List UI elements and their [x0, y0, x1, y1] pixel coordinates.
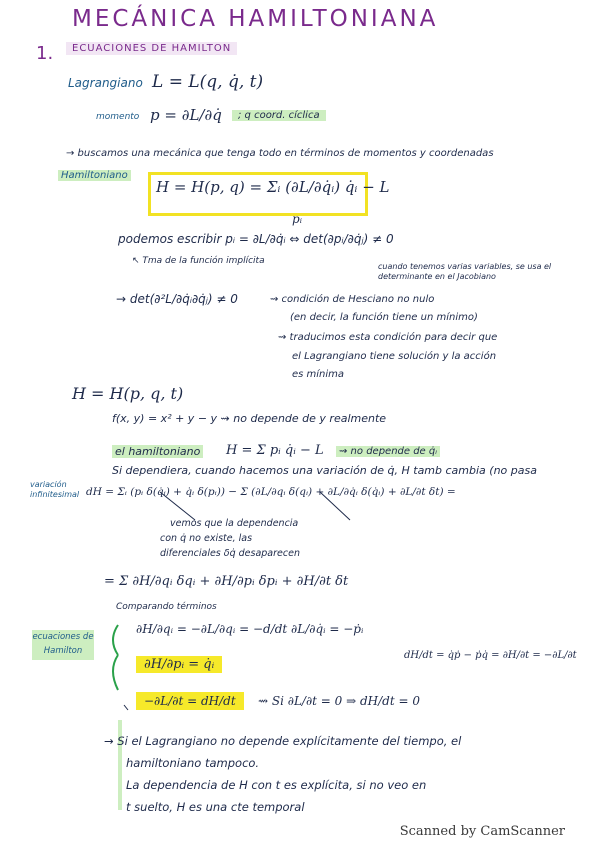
hamilton-eq-1: ∂H/∂qᵢ = −∂L/∂qᵢ = −d/dt ∂L/∂q̇ᵢ = −ṗᵢ: [136, 622, 364, 636]
momento-label: momento: [96, 112, 140, 122]
ecuaciones-hamilton-label: ecuaciones de Hamilton: [32, 630, 94, 660]
section-number: 1.: [36, 43, 54, 64]
momento-note: ; q coord. cíclica: [232, 110, 326, 121]
hamiltoniano-pi: pᵢ: [292, 212, 303, 226]
hamiltoniano-label: Hamiltoniano: [58, 170, 131, 181]
lagrangiano-equation: L = L(q, q̇, t): [152, 72, 264, 92]
vemos-3: diferenciales δq̇ desaparecen: [160, 548, 300, 559]
fxy-line: f(x, y) = x² + y − y ⇝ no depende de y realmente: [112, 412, 387, 425]
strike-line-1: [160, 492, 195, 520]
hamiltoniano-equation: H = H(p, q) = Σᵢ (∂L/∂q̇ᵢ) q̇ᵢ − L: [156, 178, 390, 196]
nota-determinante: cuando tenemos varias variables, se usa el determinante en el Jacobiano: [378, 262, 552, 281]
final-line-2: hamiltoniano tampoco.: [126, 756, 260, 770]
no-depende-note: ⇝ no depende de q̇ᵢ: [336, 446, 440, 457]
vemos-2: con q̇ no existe, las: [160, 533, 253, 544]
hamilton-eq-3-si: ⇝ Si ∂L/∂t = 0 ⇒ dH/dt = 0: [258, 694, 420, 708]
arrow-stroke: [124, 705, 128, 710]
scanner-watermark: Scanned by CamScanner: [399, 824, 565, 839]
momento-equation: p = ∂L/∂q̇: [150, 106, 222, 124]
condicion-5: es mínima: [292, 369, 345, 380]
hamilton-eq-3: −∂L/∂t = dH/dt: [136, 692, 244, 710]
hamiltoniano-label-2: el hamiltoniano: [112, 445, 203, 458]
final-line-4: t suelto, H es una cte temporal: [126, 800, 305, 814]
final-line-3: La dependencia de H con t es explícita, si no veo en: [126, 778, 427, 792]
strike-line-2: [320, 492, 350, 520]
comparando-label: Comparando términos: [116, 602, 217, 612]
condicion-1: ⇝ condición de Hesciano no nulo: [270, 294, 435, 305]
variacion-label: variación infinitesimal: [30, 480, 80, 499]
teorema-line: ↖ Tma de la función implícita: [132, 256, 265, 266]
condicion-2: (en decir, la función tiene un mínimo): [290, 312, 478, 323]
green-brace-stroke: [113, 625, 118, 690]
dH-equation: dH = Σᵢ (pᵢ δ(q̇ᵢ) + q̇ᵢ δ(pᵢ)) − Σ (∂L/∂qᵢ δ(qᵢ) + ∂L/∂q̇ᵢ δ(q̇ᵢ) + ∂L/∂t δt) =: [86, 486, 456, 498]
side-equation: dH/dt = q̇ṗ − ṗq̇ = ∂H/∂t = −∂L/∂t: [404, 650, 577, 661]
hamiltoniano-sum: H = Σ pᵢ q̇ᵢ − L: [226, 443, 324, 458]
condicion-4: el Lagrangiano tiene solución y la acción: [292, 351, 497, 362]
si-dependiera-line: Si dependiera, cuando hacemos una variación de q̇, H tamb cambia (no pasa: [112, 464, 537, 477]
buscamos-line: → buscamos una mecánica que tenga todo en términos de momentos y coordenadas: [66, 148, 494, 159]
sum-equation: = Σ ∂H/∂qᵢ δqᵢ + ∂H/∂pᵢ δpᵢ + ∂H/∂t δt: [104, 574, 349, 589]
page-title: MECÁNICA HAMILTONIANA: [72, 6, 439, 32]
hamilton-eq-2: ∂H/∂pᵢ = q̇ᵢ: [136, 656, 222, 673]
condicion-3: ⇝ traducimos esta condición para decir que: [278, 332, 498, 343]
final-line-1: → Si el Lagrangiano no depende explícitamente del tiempo, el: [104, 734, 462, 748]
det-hessiano: → det(∂²L/∂q̇ᵢ∂q̇ⱼ) ≠ 0: [116, 292, 238, 306]
vemos-1: vemos que la dependencia: [170, 518, 299, 529]
section-heading: ECUACIONES DE HAMILTON: [66, 42, 237, 55]
h-general: H = H(p, q, t): [72, 384, 184, 403]
lagrangiano-label: Lagrangiano: [68, 76, 143, 90]
podemos-line: podemos escribir pᵢ = ∂L/∂q̇ᵢ ⇔ det(∂pᵢ/∂q̇ⱼ) ≠ 0: [118, 232, 394, 246]
